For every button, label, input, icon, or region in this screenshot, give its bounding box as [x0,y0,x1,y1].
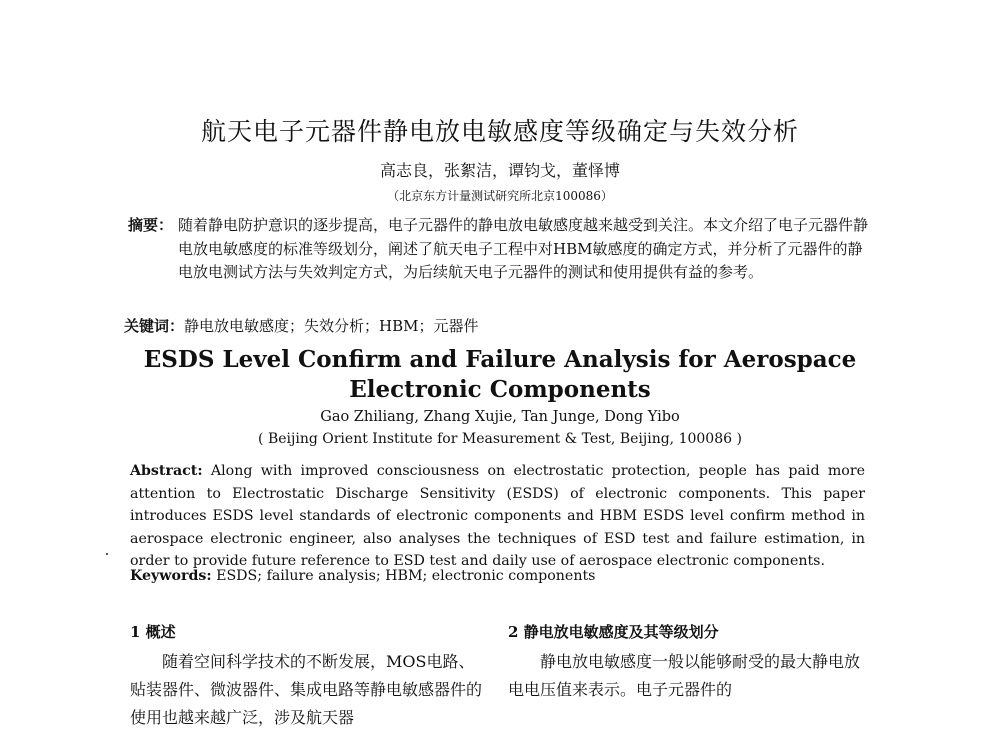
chinese-keywords-label: 关键词： [124,317,185,335]
section-2-paragraph [508,648,868,704]
chinese-abstract-label: 摘要： [128,216,174,234]
english-abstract [130,460,865,573]
english-affiliation: ( Beijing Orient Institute for Measurement & Test, Beijing, 100086 ) [258,431,742,447]
chinese-abstract-text: 随着静电防护意识的逐步提高，电子元器件的静电放电敏感度越来越受到关注。本文介绍了电子元器件静电放电敏感度的标准等级划分，阐述了航天电子工程中对HBM敏感度的确定方式，并分析了元器件的静电放电测试方法与失效判定方式，为后续航天电子元器件的测试和使用提供有益的参考。 [178,216,869,281]
english-keywords-label: Keywords: [130,568,212,584]
english-title-line-2: Electronic Components [349,376,651,403]
chinese-keywords [124,315,884,336]
english-authors: Gao Zhiliang, Zhang Xujie, Tan Junge, Dong Yibo [320,409,680,425]
chinese-keywords-text: 静电放电敏感度；失效分析；HBM；元器件 [184,317,479,335]
english-title [0,345,1000,405]
section-2-text: 静电放电敏感度一般以能够耐受的最大静电放电电压值来表示。电子元器件的 [508,652,861,699]
section-1-text: 随着空间科学技术的不断发展，MOS电路、贴装器件、微波器件、集成电路等静电敏感器件的使用也越来越广泛，涉及航天器 [130,652,483,727]
chinese-authors: 高志良，张絮洁，谭钧戈，董怿博 [379,161,620,180]
english-keywords-text: ESDS; failure analysis; HBM; electronic components [216,568,596,584]
english-abstract-text: Along with improved consciousness on electrostatic protection, people has paid more attention to Electrostatic Discharge Sensitivity (ESDS) of electronic components. This paper introduces ESDS level standards of electronic components and HBM ESDS level confirm method in aerospace electronic engineer, also analyses the techniques of ESD test and failure estimation, in order to provide future reference to ESD test and daily use of aerospace electronic components. [130,463,865,569]
chinese-abstract [128,214,873,285]
english-abstract-label: Abstract: [130,463,203,479]
section-1-heading: 1 概述 [130,623,176,641]
english-keywords [130,568,865,584]
section-2-heading: 2 静电放电敏感度及其等级划分 [508,623,719,641]
chinese-title: 航天电子元器件静电放电敏感度等级确定与失效分析 [200,117,799,146]
scan-speck [106,553,108,555]
chinese-affiliation: （北京东方计量测试研究所北京100086） [387,189,613,203]
section-1-paragraph [130,648,490,732]
english-title-line-1: ESDS Level Confirm and Failure Analysis for Aerospace [143,346,857,373]
